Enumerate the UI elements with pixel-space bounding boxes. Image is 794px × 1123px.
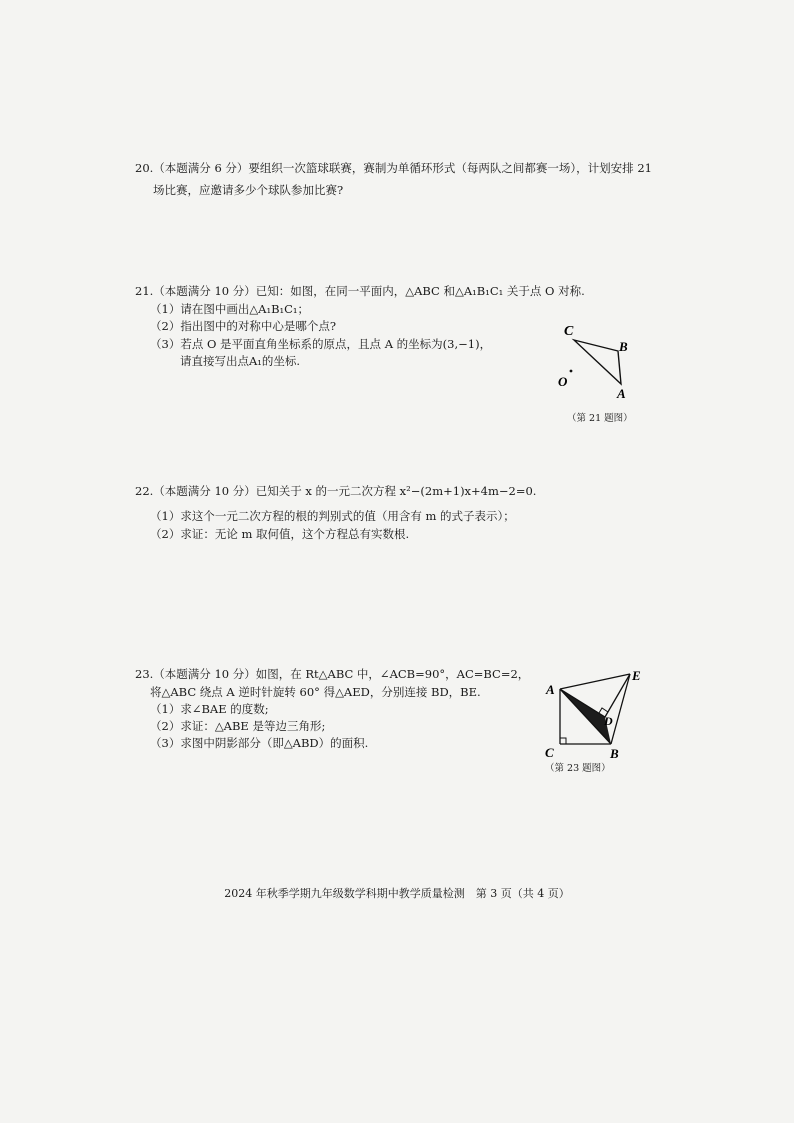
- q21-part3-cont: 请直接写出点A₁的坐标.: [180, 354, 301, 368]
- q23-label-c: C: [545, 745, 554, 760]
- q23-right-angle-d: [599, 708, 608, 713]
- q22-part2: （2）求证：无论 m 取何值，这个方程总有实数根.: [150, 527, 410, 541]
- q21-part3: （3）若点 O 是平面直角坐标系的原点，且点 A 的坐标为(3,−1)，: [150, 337, 492, 351]
- q23-intro: 23.（本题满分 10 分）如图，在 Rt△ABC 中，∠ACB=90°，AC=BC=2，: [135, 667, 530, 681]
- q21-part2: （2）指出图中的对称中心是哪个点?: [150, 319, 336, 333]
- q21-triangle-abc: [574, 340, 621, 384]
- q23-label-a: A: [546, 682, 555, 697]
- q23-part2: （2）求证：△ABE 是等边三角形;: [150, 719, 326, 733]
- q21-label-c: C: [564, 324, 574, 339]
- q21-part1: （1）请在图中画出△A₁B₁C₁；: [150, 302, 310, 316]
- q23-figure: [538, 666, 648, 764]
- q20-line2: 场比赛，应邀请多少个球队参加比赛?: [153, 183, 344, 197]
- q21-figure: [550, 318, 640, 408]
- q23-part1: （1）求∠BAE 的度数;: [150, 702, 269, 716]
- q21-label-a: A: [617, 386, 626, 401]
- page-footer: 2024 年秋季学期九年级数学科期中教学质量检测 第 3 页（共 4 页）: [224, 887, 570, 900]
- q22-part1: （1）求这个一元二次方程的根的判别式的值（用含有 m 的式子表示）；: [150, 509, 515, 523]
- q23-part3: （3）求图中阴影部分（即△ABD）的面积.: [150, 736, 369, 750]
- q21-label-o: O: [558, 374, 568, 389]
- q23-label-e: E: [632, 668, 641, 683]
- q21-label-b: B: [619, 339, 628, 354]
- q23-figure-caption: （第 23 题图）: [545, 763, 611, 774]
- q21-figure-caption: （第 21 题图）: [567, 413, 633, 424]
- q21-intro: 21.（本题满分 10 分）已知：如图，在同一平面内，△ABC 和△A₁B₁C₁ 关于点 O 对称.: [135, 284, 585, 298]
- q23-label-d: D: [604, 714, 613, 728]
- q23-label-b: B: [610, 746, 619, 761]
- q23-right-angle-c: [560, 738, 566, 744]
- q23-line2: 将△ABC 绕点 A 逆时针旋转 60° 得△AED，分别连接 BD，BE.: [150, 685, 481, 699]
- q20-line1: 20.（本题满分 6 分）要组织一次篮球联赛，赛制为单循环形式（每两队之间都赛一场），计划安排 21: [135, 161, 652, 175]
- q21-point-o: [570, 370, 573, 373]
- q22-intro: 22.（本题满分 10 分）已知关于 x 的一元二次方程 x²−(2m+1)x+4m−2=0.: [135, 484, 537, 498]
